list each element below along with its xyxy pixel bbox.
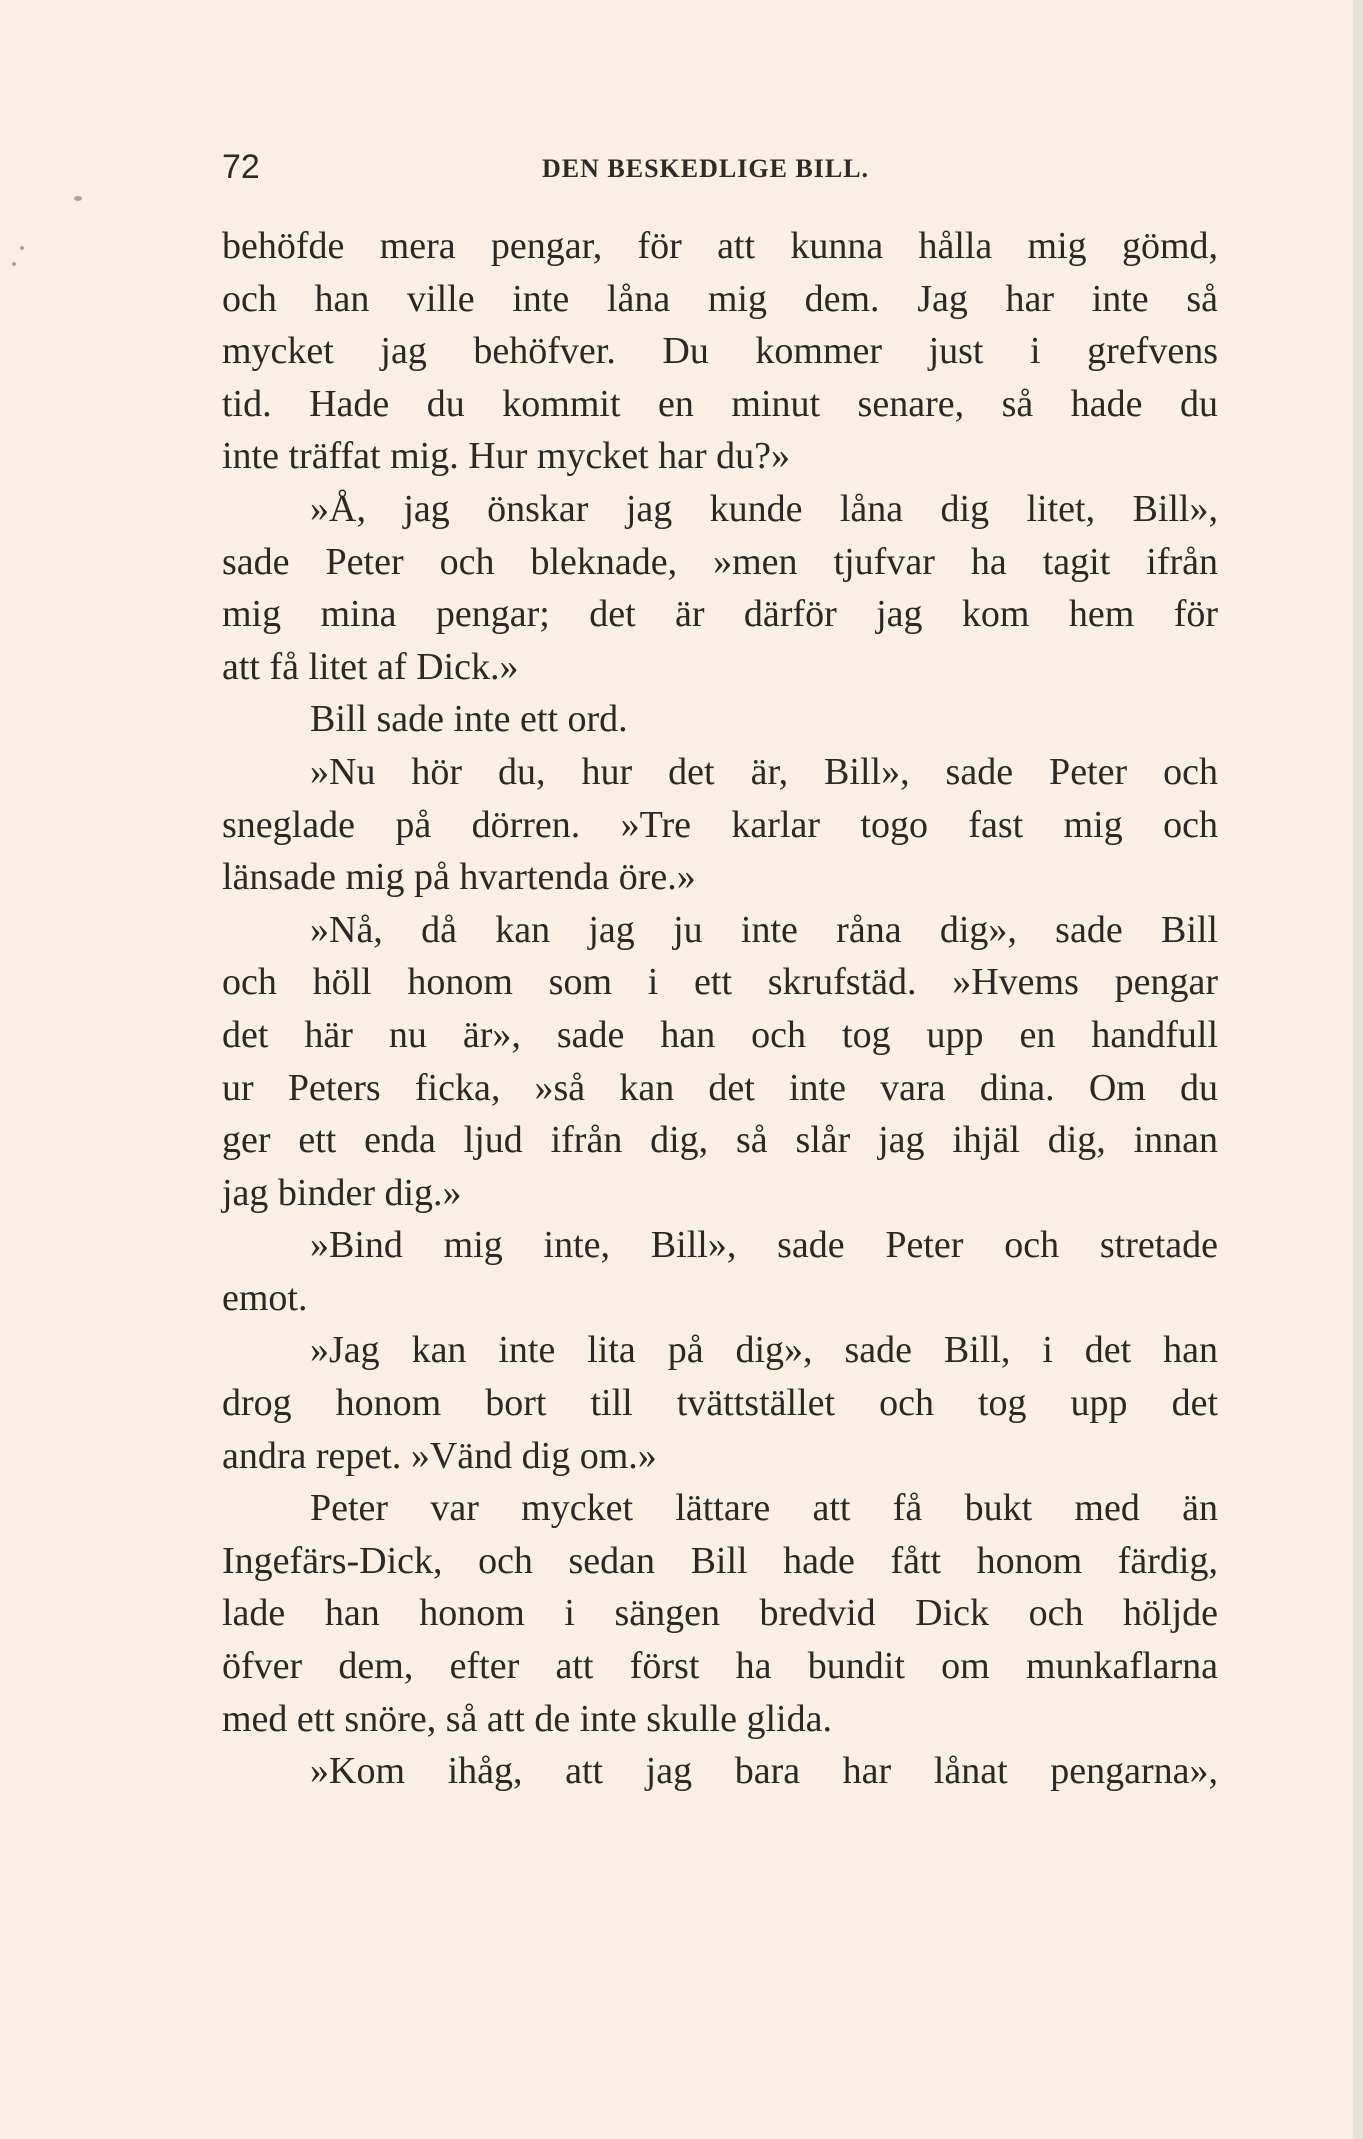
text-line: mycket jag behöfver. Du kommer just i grefvens	[222, 330, 1218, 373]
running-head: DEN BESKEDLIGE BILL.	[542, 154, 870, 183]
text-line: Peter var mycket lättare att få bukt med än	[310, 1487, 1218, 1530]
ink-smudge	[74, 196, 82, 201]
text-line: och han ville inte låna mig dem. Jag har inte så	[222, 277, 1218, 320]
page-header	[222, 148, 1222, 198]
text-line: med ett snöre, så att de inte skulle glida.	[222, 1697, 832, 1740]
text-line: jag binder dig.»	[222, 1171, 462, 1214]
text-line: det här nu är», sade han och tog upp en handfull	[222, 1013, 1218, 1056]
ink-smudge	[12, 262, 16, 266]
text-line: mig mina pengar; det är därför jag kom hem för	[222, 593, 1218, 636]
text-line: inte träffat mig. Hur mycket har du?»	[222, 435, 791, 478]
text-line: »Nå, då kan jag ju inte råna dig», sade Bill	[310, 908, 1218, 951]
text-line: ger ett enda ljud ifrån dig, så slår jag ihjäl dig, innan	[222, 1119, 1218, 1162]
text-line: ur Peters ficka, »så kan det inte vara dina. Om du	[222, 1066, 1218, 1109]
text-line: behöfde mera pengar, för att kunna hålla mig gömd,	[222, 225, 1218, 267]
ink-smudge	[20, 246, 24, 250]
text-line: »Å, jag önskar jag kunde låna dig litet, Bill»,	[310, 487, 1218, 530]
text-line: öfver dem, efter att först ha bundit om munkaflarna	[222, 1645, 1218, 1688]
text-line: att få litet af Dick.»	[222, 645, 519, 688]
text-line: och höll honom som i ett skrufstäd. »Hvems pengar	[222, 961, 1218, 1004]
text-line: länsade mig på hvartenda öre.»	[222, 856, 696, 899]
text-line: emot.	[222, 1276, 308, 1319]
text-line: Ingefärs-Dick, och sedan Bill hade fått honom färdig,	[222, 1539, 1218, 1582]
text-line: »Bind mig inte, Bill», sade Peter och stretade	[310, 1224, 1218, 1267]
text-line: drog honom bort till tvättstället och tog upp det	[222, 1382, 1218, 1425]
text-line: Bill sade inte ett ord.	[310, 698, 628, 741]
page-number: 72	[222, 148, 260, 186]
text-line: »Kom ihåg, att jag bara har lånat pengarna»,	[310, 1750, 1218, 1793]
text-line: andra repet. »Vänd dig om.»	[222, 1434, 657, 1477]
body-text	[222, 220, 1218, 1798]
text-line: sade Peter och bleknade, »men tjufvar ha tagit ifrån	[222, 540, 1218, 583]
text-line: »Jag kan inte lita på dig», sade Bill, i det han	[310, 1329, 1218, 1372]
text-line: »Nu hör du, hur det är, Bill», sade Peter och	[310, 750, 1218, 793]
text-line: sneglade på dörren. »Tre karlar togo fast mig och	[222, 803, 1218, 846]
text-line: lade han honom i sängen bredvid Dick och höljde	[222, 1592, 1218, 1635]
text-line: tid. Hade du kommit en minut senare, så hade du	[222, 382, 1218, 425]
